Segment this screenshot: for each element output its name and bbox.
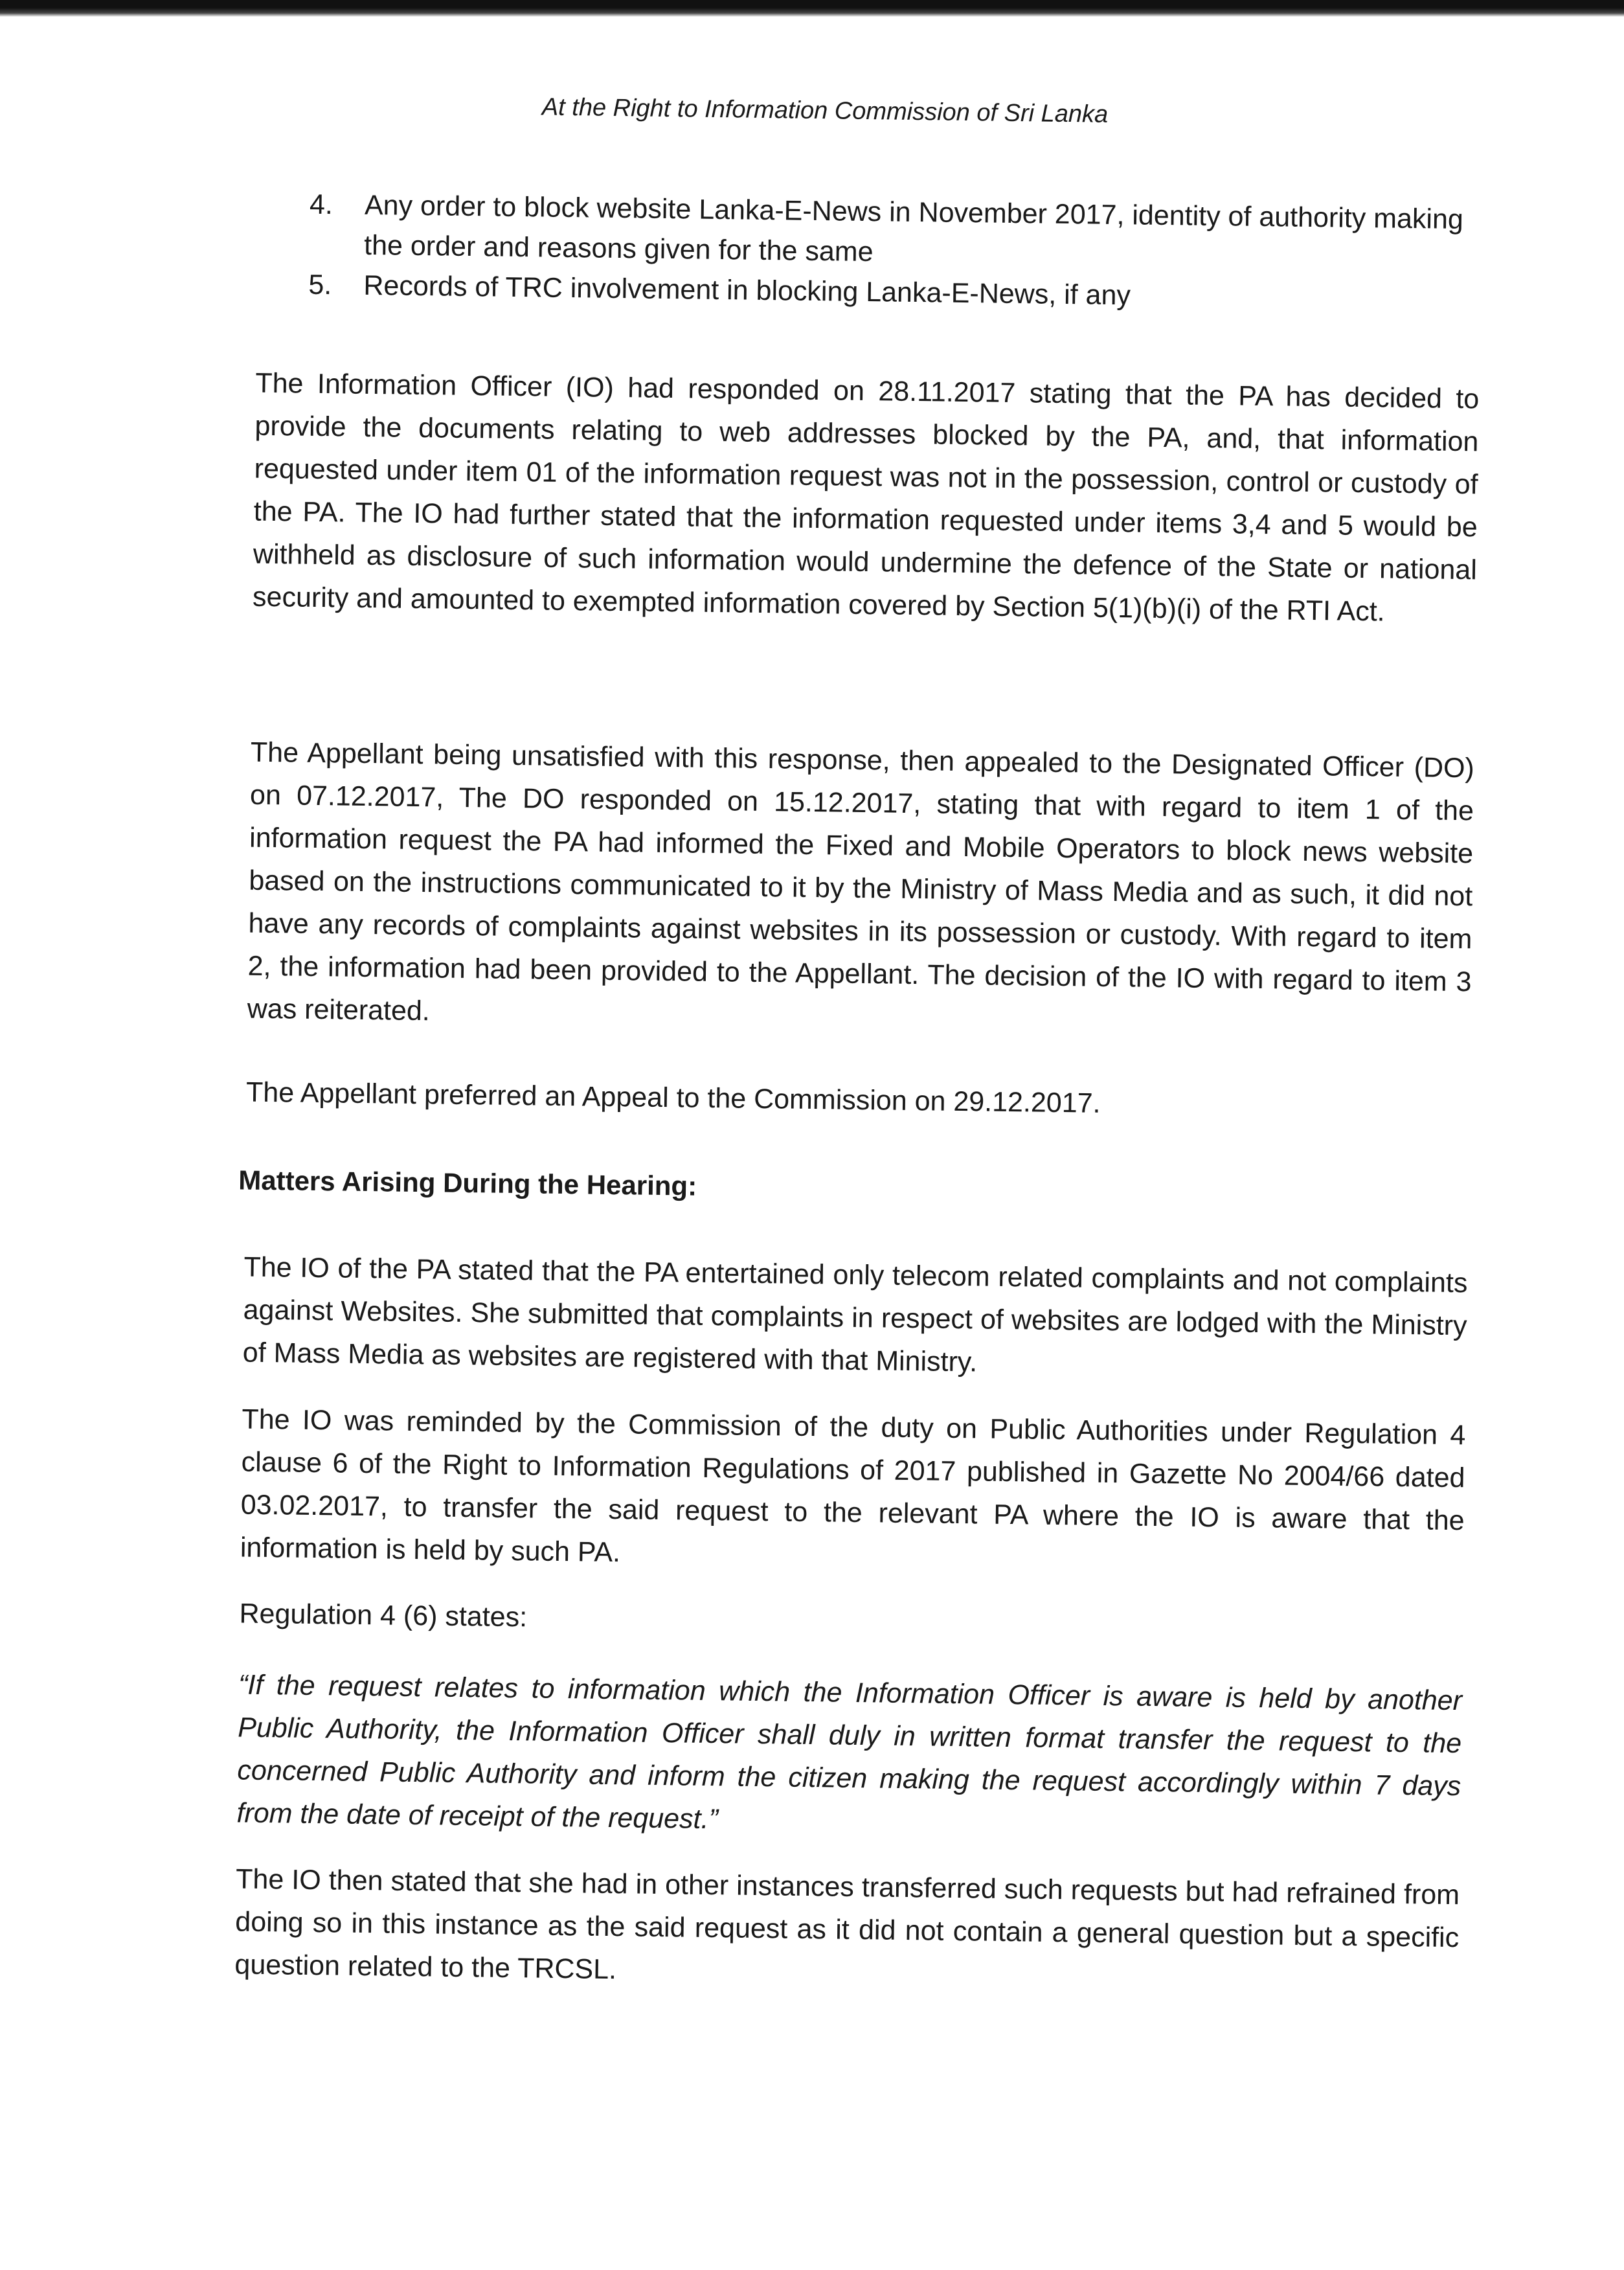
list-item-text: Any order to block website Lanka-E-News in November 2017, identity of authority making the order and reasons given for the same (363, 189, 1464, 268)
appeal-to-do-paragraph: The Appellant being unsatisfied with this response, then appealed to the Designated Officer (DO) on 07.12.2017, The DO responded on 15.12.2017, stating that with regard to item 1 of the information request the PA had informed the Fixed and Mobile Operators to block news website based on the instructions communicated to it by the Ministry of Mass Media and as such, it did not have any records of complaints against websites in its possession or custody. With regard to item 2, the information had been provided to the Appellant. The decision of the IO with regard to item 3 was reiterated. (247, 736, 1475, 1027)
page-header: At the Right to Information Commission of Sri Lanka (541, 93, 1109, 128)
list-item-number: 4. (309, 188, 333, 221)
io-response-paragraph: The Information Officer (IO) had responded on 28.11.2017 stating that the PA has decided to provide the documents relating to web addresses blocked by the PA, and, that information requested under item 01 of the information request was not in the possession, control or custody of the PA. The IO had further stated that the information requested under items 3,4 and 5 would be withheld as disclosure of such information would undermine the defence of the State or national security and amounted to exempted information covered by Section 5(1)(b)(i) of the RTI Act. (252, 367, 1480, 628)
list-item-number: 5. (308, 269, 332, 301)
commission-reminder-paragraph: The IO was reminded by the Commission of the duty on Public Authorities under Regulation 4 clause 6 of the Right to Information Regulations of 2017 published in Gazette No 2004/66 dated 03.02.2017, to transfer the said request to the relevant PA where the IO is aware that the information is held by such PA. (240, 1403, 1466, 1569)
io-final-statement-paragraph: The IO then stated that she had in other instances transferred such requests but had refrained from doing so in this instance as the said request as it did not contain a general question but a specific question related to the TRCSL. (234, 1863, 1460, 1986)
regulation-quote: “If the request relates to information which the Information Officer is aware is held by another Public Authority, the Information Officer shall duly in written format transfer the request to the concerned Public Authority and inform the citizen making the request accordingly within 7 days from the date of receipt of the request.” (236, 1669, 1463, 1835)
list-item-text: Records of TRC involvement in blocking Lanka-E-News, if any (363, 269, 1131, 312)
pa-statement-paragraph: The IO of the PA stated that the PA entertained only telecom related complaints and not complaints against Websites. She submitted that complaints in respect of websites are lodged with the Ministry of Mass Media as websites are registered with that Ministry. (242, 1251, 1468, 1378)
regulation-intro: Regulation 4 (6) states: (239, 1598, 528, 1633)
appeal-to-commission-paragraph: The Appellant preferred an Appeal to the Commission on 29.12.2017. (245, 1076, 1101, 1119)
section-heading: Matters Arising During the Hearing: (238, 1164, 697, 1201)
list-item (309, 185, 1488, 280)
request-items-list (308, 185, 1488, 321)
